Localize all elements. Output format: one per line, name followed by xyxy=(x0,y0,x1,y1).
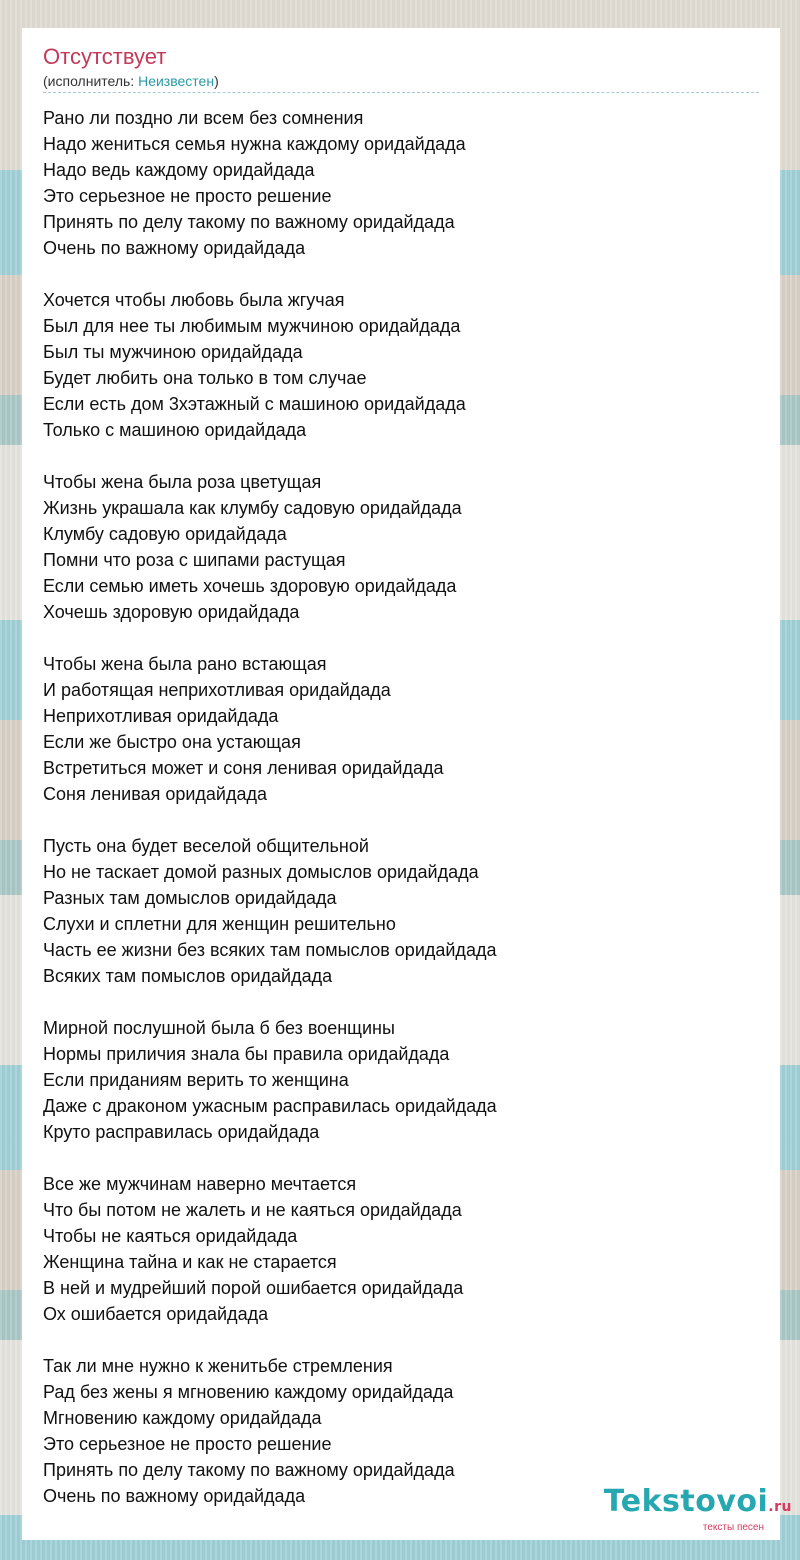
lyric-line: Жизнь украшала как клумбу садовую оридайдада xyxy=(43,498,462,518)
lyric-line: В ней и мудрейший порой ошибается оридайдада xyxy=(43,1278,464,1298)
artist-suffix: ) xyxy=(214,73,219,89)
lyric-line: Пусть она будет веселой общительной xyxy=(43,836,369,856)
lyric-line: Неприхотливая оридайдада xyxy=(43,706,279,726)
lyric-line: Так ли мне нужно к женитьбе стремления xyxy=(43,1356,393,1376)
logo-tld: .ru xyxy=(768,1499,792,1515)
title-divider xyxy=(43,92,759,93)
lyric-line: Слухи и сплетни для женщин решительно xyxy=(43,914,396,934)
logo-tagline: тексты песен xyxy=(702,1522,764,1533)
lyric-line: Что бы потом не жалеть и не каяться оридайдада xyxy=(43,1200,462,1220)
stanza-break xyxy=(43,989,497,1015)
lyric-line: Всяких там помыслов оридайдада xyxy=(43,966,333,986)
lyric-line: Чтобы жена была рано встающая xyxy=(43,654,327,674)
lyric-line: Разных там домыслов оридайдада xyxy=(43,888,337,908)
stanza-break xyxy=(43,443,497,469)
stanza-break xyxy=(43,1145,497,1171)
lyric-line: Мирной послушной была б без военщины xyxy=(43,1018,395,1038)
lyric-line: Ох ошибается оридайдада xyxy=(43,1304,269,1324)
artist-line xyxy=(43,72,219,90)
lyric-line: Часть ее жизни без всяких там помыслов оридайдада xyxy=(43,940,497,960)
lyrics-body xyxy=(43,105,497,1509)
lyric-line: Мгновению каждому оридайдада xyxy=(43,1408,322,1428)
lyric-line: Принять по делу такому по важному оридайдада xyxy=(43,212,455,232)
lyric-line: Чтобы жена была роза цветущая xyxy=(43,472,322,492)
lyric-line: Встретиться может и соня ленивая оридайдада xyxy=(43,758,444,778)
lyric-line: Хочешь здоровую оридайдада xyxy=(43,602,300,622)
lyric-line: Женщина тайна и как не старается xyxy=(43,1252,337,1272)
lyric-line: Если же быстро она устающая xyxy=(43,732,301,752)
lyric-line: Чтобы не каяться оридайдада xyxy=(43,1226,298,1246)
lyric-line: Это серьезное не просто решение xyxy=(43,1434,332,1454)
lyric-line: И работящая неприхотливая оридайдада xyxy=(43,680,391,700)
logo-name: Tekstovoi xyxy=(603,1484,769,1519)
lyric-line: Рад без жены я мгновению каждому оридайдада xyxy=(43,1382,454,1402)
lyric-line: Принять по делу такому по важному оридайдада xyxy=(43,1460,455,1480)
stanza-break xyxy=(43,625,497,651)
stanza-break xyxy=(43,261,497,287)
lyric-line: Соня ленивая оридайдада xyxy=(43,784,267,804)
lyric-line: Это серьезное не просто решение xyxy=(43,186,332,206)
lyric-line: Только с машиною оридайдада xyxy=(43,420,307,440)
lyric-line: Даже с драконом ужасным расправилась оридайдада xyxy=(43,1096,497,1116)
lyric-line: Надо жениться семья нужна каждому оридайдада xyxy=(43,134,466,154)
lyric-line: Круто расправилась оридайдада xyxy=(43,1122,320,1142)
lyric-line: Хочется чтобы любовь была жгучая xyxy=(43,290,345,310)
lyric-line: Если есть дом 3хэтажный с машиною оридайдада xyxy=(43,394,466,414)
song-title: Отсутствует xyxy=(43,44,167,69)
lyric-line: Но не таскает домой разных домыслов оридайдада xyxy=(43,862,479,882)
lyric-line: Очень по важному оридайдада xyxy=(43,1486,306,1506)
lyric-line: Рано ли поздно ли всем без сомнения xyxy=(43,108,364,128)
logo-wordmark xyxy=(603,1484,792,1522)
lyric-line: Был для нее ты любимым мужчиною оридайдада xyxy=(43,316,461,336)
lyric-line: Будет любить она только в том случае xyxy=(43,368,367,388)
site-logo[interactable] xyxy=(603,1484,792,1534)
lyric-line: Очень по важному оридайдада xyxy=(43,238,306,258)
lyrics-card xyxy=(22,28,780,1540)
lyric-line: Клумбу садовую оридайдада xyxy=(43,524,287,544)
artist-prefix: (исполнитель: xyxy=(43,73,139,89)
lyric-line: Если семью иметь хочешь здоровую оридайдада xyxy=(43,576,457,596)
lyric-line: Был ты мужчиною оридайдада xyxy=(43,342,303,362)
lyric-line: Нормы приличия знала бы правила оридайдада xyxy=(43,1044,450,1064)
artist-link[interactable]: Неизвестен xyxy=(138,73,215,89)
stanza-break xyxy=(43,807,497,833)
lyric-line: Если приданиям верить то женщина xyxy=(43,1070,349,1090)
stanza-break xyxy=(43,1327,497,1353)
lyric-line: Помни что роза с шипами растущая xyxy=(43,550,346,570)
lyric-line: Все же мужчинам наверно мечтается xyxy=(43,1174,357,1194)
lyric-line: Надо ведь каждому оридайдада xyxy=(43,160,315,180)
